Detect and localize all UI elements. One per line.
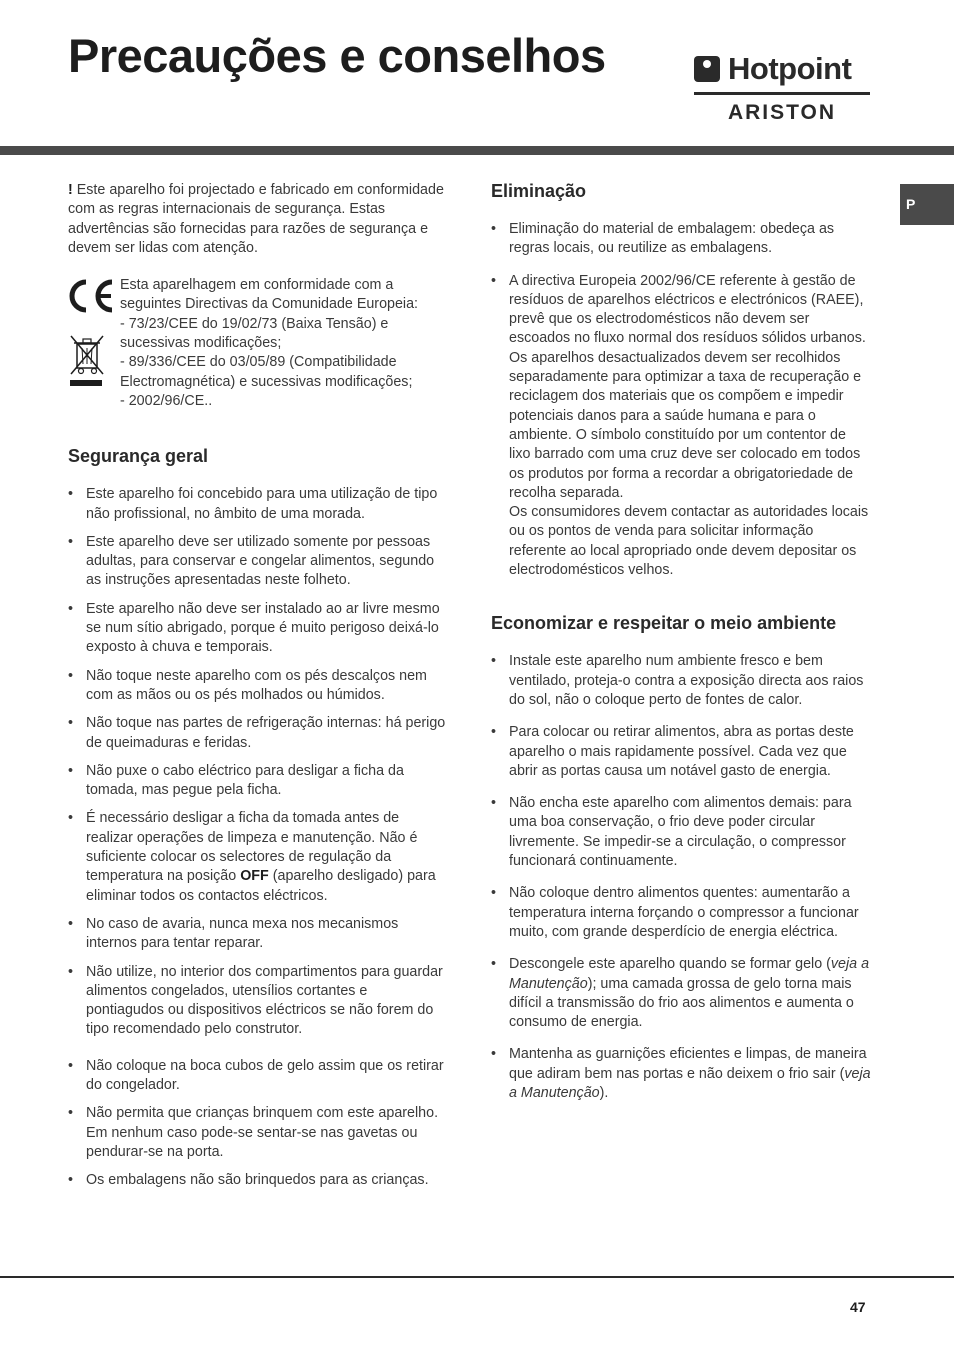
list-item — [491, 272, 871, 581]
manutencao-ref: veja a Manutenção — [509, 1065, 871, 1101]
list-item: • Este aparelho deve ser utilizado somente por pessoas adultas, para conservar e congelar alimentos, segundo as instruções apresentadas neste folheto. — [68, 533, 448, 591]
page-number: 47 — [850, 1299, 866, 1315]
eco-text: Mantenha as guarnições eficientes e limpas, de maneira que adiram bem nas portas e não deixem o frio sair ( — [509, 1046, 867, 1082]
list-item: • No caso de avaria, nunca mexa nos mecanismos internos para tentar reparar. — [68, 915, 448, 954]
list-item: • Este aparelho foi concebido para uma utilização de tipo não profissional, no âmbito de uma morada. — [68, 485, 448, 524]
ce-line: - 2002/96/CE.. — [120, 392, 213, 409]
logo-divider — [694, 92, 870, 95]
list-item: • Não toque nas partes de refrigeração internas: há perigo de queimaduras e feridas. — [68, 714, 448, 753]
eco-text: Descongele este aparelho quando se formar gelo ( — [509, 956, 831, 973]
brand-logo — [694, 50, 870, 126]
footer-divider — [0, 1276, 954, 1278]
list-item — [491, 955, 871, 1032]
weee-paragraph: • A directiva Europeia 2002/96/CE referente à gestão de resíduos de aparelhos eléctricos e electrónicos (RAEE), prevê que os electrodomésticos não devem ser escoados no fluxo normal dos resíduos sólidos urbanos. Os aparelhos desactualizados devem ser recolhidos separadamente para optimizar a taxa de recuperação e reciclagem dos materiais que os compõem e impedir potenciais danos para a saúde humana e para o ambiente. O símbolo constituído por um contentor de lixo barrado com uma cruz deve ser colocado em todos os produtos por forma a recordar a obrigatoriedade de recolha separada. — [509, 272, 866, 501]
left-column — [68, 181, 448, 1199]
header-divider-bar — [0, 146, 954, 155]
eliminacao-heading: Eliminação — [491, 181, 587, 201]
list-item: • Não encha este aparelho com alimentos demais: para uma boa conservação, o frio deve poder circular livremente. Se impedir-se a circulação, o compressor funcionará continuamente. — [491, 794, 871, 871]
brand-name: Hotpoint — [728, 51, 852, 86]
economizar-heading: Economizar e respeitar o meio ambiente — [491, 613, 837, 634]
off-item-text-end: (aparelho desligado) para eliminar todos os contactos eléctricos. — [86, 868, 436, 904]
list-item: • Eliminação do material de embalagem: obedeça as regras locais, ou reutilize as embalagens. — [491, 220, 871, 259]
off-item-text: É necessário desligar a ficha da tomada antes de realizar operações de limpeza e manutenção. Não é suficiente colocar os selectores de regulação da temperatura na posição — [86, 810, 418, 885]
hotpoint-logo-icon — [694, 56, 720, 82]
list-item — [491, 1045, 871, 1103]
ce-line: - 73/23/CEE do 19/02/73 (Baixa Tensão) e sucessivas modificações; — [120, 315, 389, 352]
list-item: • Não permita que crianças brinquem com este aparelho. Em nenhum caso pode-se sentar-se nas gavetas ou pendurar-se na porta. — [68, 1104, 448, 1162]
intro-paragraph — [68, 181, 448, 258]
eco-text-end: ); uma camada grossa de gelo torna mais difícil a transmissão do frio aos alimentos e aumenta o consumo de energia. — [509, 975, 854, 1031]
manutencao-ref: veja a Manutenção — [509, 956, 870, 992]
list-item: • Não utilize, no interior dos compartimentos para guardar alimentos congelados, utensílios cortantes e pontiagudos ou dispositivos eléctricos se não forem do tipo recomendado pelo construtor. — [68, 963, 448, 1040]
seguranca-heading: Segurança geral — [68, 446, 209, 467]
brand-subname: ARISTON — [727, 101, 837, 124]
list-item: • Instale este aparelho num ambiente fresco e bem ventilado, proteja-o contra a exposição directa aos raios do sol, não o coloque perto de fontes de calor. — [491, 652, 871, 710]
list-item: • Não puxe o cabo eléctrico para desligar a ficha da tomada, mas pegue pela ficha. — [68, 762, 448, 801]
economizar-list — [491, 652, 871, 1103]
seguranca-list — [68, 485, 448, 1190]
weee-paragraph-2: Os consumidores devem contactar as autoridades locais ou os pontos de venda para solicitar informação referente ao local apropriado onde devem depositar os electrodomésticos velhos. — [509, 504, 869, 579]
page-title: Precauções e conselhos — [68, 29, 606, 82]
list-item: • Não coloque na boca cubos de gelo assim que os retirar do congelador. — [68, 1057, 448, 1096]
intro-text: Este aparelho foi projectado e fabricado em conformidade com as regras internacionais de segurança. Estas advertências são fornecidas para razões de segurança e devem ser lidas com atenção. — [68, 182, 444, 256]
weee-bin-icon — [68, 334, 108, 390]
ce-compliance-block — [68, 276, 448, 411]
eliminacao-list — [491, 220, 871, 580]
ce-text — [120, 276, 448, 411]
off-label: OFF — [240, 868, 269, 885]
list-item: • Para colocar ou retirar alimentos, abra as portas deste aparelho o mais rapidamente possível. Cada vez que abrir as portas causa um notável gasto de energia. — [491, 723, 871, 781]
right-column — [491, 181, 871, 1116]
eco-text-end: ). — [599, 1084, 609, 1101]
warning-mark: ! — [68, 182, 73, 198]
ce-line: Esta aparelhagem em conformidade com a seguintes Directivas da Comunidade Europeia: — [120, 277, 419, 313]
language-tab: P — [900, 184, 954, 225]
list-item-off — [68, 809, 448, 905]
ce-line: - 89/336/CEE do 03/05/89 (Compatibilidade Electromagnética) e sucessivas modificações; — [120, 354, 413, 390]
list-item: • Os embalagens não são brinquedos para as crianças. — [68, 1171, 448, 1190]
list-item: • Este aparelho não deve ser instalado ao ar livre mesmo se num sítio abrigado, porque é muito perigoso deixá-lo exposto à chuva e temporais. — [68, 600, 448, 658]
list-item: • Não toque neste aparelho com os pés descalços nem com as mãos ou os pés molhados ou húmidos. — [68, 667, 448, 706]
list-item: • Não coloque dentro alimentos quentes: aumentarão a temperatura interna forçando o compressor a funcionar muito, com grande desperdício de energia eléctrica. — [491, 884, 871, 942]
